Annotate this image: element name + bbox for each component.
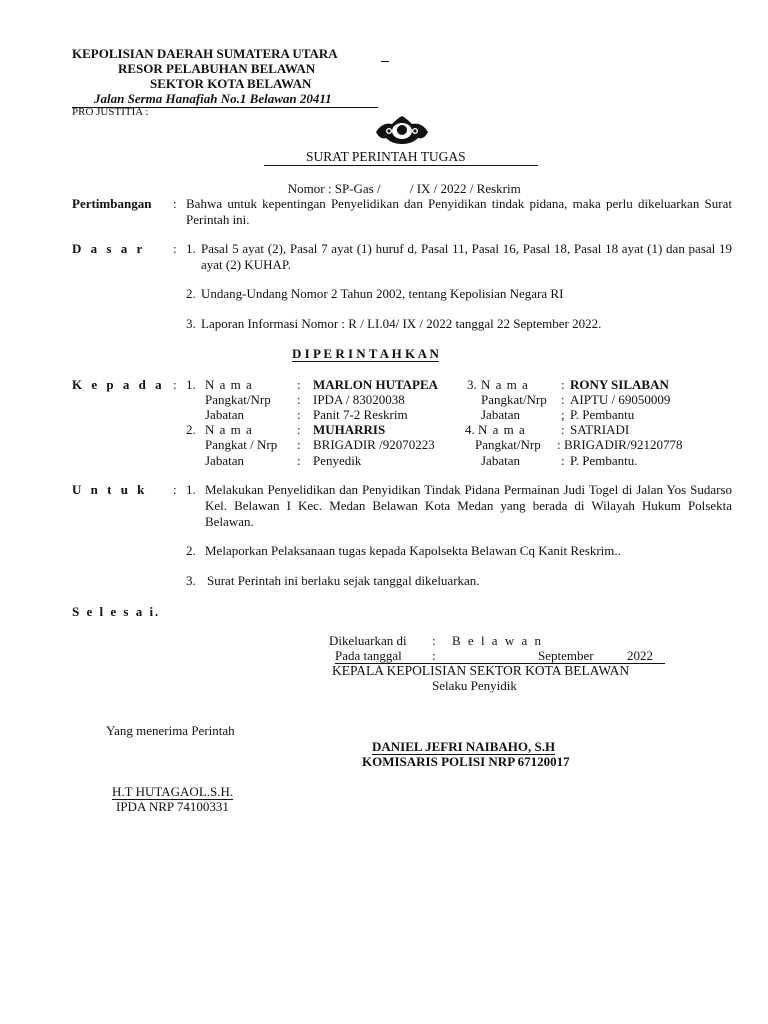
receiver-rank: IPDA NRP 74100331 bbox=[116, 799, 229, 814]
untuk-1-text: Melakukan Penyelidikan dan Penyidikan Tindak Pidana Permainan Judi Togel di Jalan Yos Sudarso Kel. Belawan I Kec. Medan Belawan Kota Medan yang berada di Wilayah Hukum Polsekta Belawan. bbox=[205, 482, 732, 529]
person1-pangkat: IPDA / 83020038 bbox=[313, 392, 405, 407]
person4-nama-colon: : bbox=[561, 422, 565, 437]
person3-nama-label: N a m a bbox=[481, 377, 529, 392]
untuk-3-num: 3. bbox=[186, 573, 196, 588]
signer-rank: KOMISARIS POLISI NRP 67120017 bbox=[362, 754, 570, 769]
issuing-office: KEPALA KEPOLISIAN SEKTOR KOTA BELAWAN bbox=[332, 663, 630, 678]
dasar-2-num: 2. bbox=[186, 286, 196, 301]
person1-jabatan: Panit 7-2 Reskrim bbox=[313, 407, 408, 422]
dasar-colon: : bbox=[173, 241, 177, 256]
person2-num: 2. bbox=[186, 422, 196, 437]
document-number bbox=[264, 165, 538, 197]
person4-nama: SATRIADI bbox=[570, 422, 630, 437]
person1-nama-colon: : bbox=[297, 377, 301, 392]
person4-num: 4. bbox=[465, 422, 475, 437]
header-line3: SEKTOR KOTA BELAWAN bbox=[150, 76, 312, 91]
person1-nama: MARLON HUTAPEA bbox=[313, 377, 439, 392]
person1-jabatan-colon: : bbox=[297, 407, 301, 422]
dasar-1-num: 1. bbox=[186, 241, 196, 256]
pertimbangan-colon: : bbox=[173, 196, 177, 211]
dasar-label: D a s a r bbox=[72, 241, 146, 256]
person4-jabatan-colon: : bbox=[561, 453, 565, 468]
person2-nama: MUHARRIS bbox=[313, 422, 386, 437]
police-emblem-icon bbox=[374, 112, 430, 148]
header-address: Jalan Serma Hanafiah No.1 Belawan 20411 bbox=[94, 91, 332, 106]
person3-jabatan-colon: ; bbox=[561, 407, 565, 422]
untuk-3-text: Surat Perintah ini berlaku sejak tanggal dikeluarkan. bbox=[207, 573, 480, 588]
person2-nama-label: N a m a bbox=[205, 422, 253, 437]
issued-place-value: B e l a w a n bbox=[452, 633, 543, 648]
person2-jabatan-colon: : bbox=[297, 453, 301, 468]
issued-date-year: 2022 bbox=[627, 648, 653, 663]
person1-num: 1. bbox=[186, 377, 196, 392]
issued-place-label: Dikeluarkan di bbox=[329, 633, 407, 648]
header-line2: RESOR PELABUHAN BELAWAN bbox=[118, 61, 316, 76]
pertimbangan-label: Pertimbangan bbox=[72, 196, 152, 211]
person1-pangkat-label: Pangkat/Nrp bbox=[205, 392, 271, 407]
untuk-label: U n t u k bbox=[72, 482, 148, 497]
person2-jabatan: Penyedik bbox=[313, 453, 362, 468]
issued-place-colon: : bbox=[432, 633, 436, 648]
document-number-text: Nomor : SP-Gas / / IX / 2022 / Reskrim bbox=[287, 181, 521, 196]
document-title: SURAT PERINTAH TUGAS bbox=[306, 149, 466, 164]
diperintahkan-heading: D I P E R I N T A H K A N bbox=[292, 346, 439, 361]
person1-pangkat-colon: : bbox=[297, 392, 301, 407]
person2-pangkat-label: Pangkat / Nrp bbox=[205, 437, 278, 452]
issued-date-month: September bbox=[538, 648, 594, 663]
issued-date-colon: : bbox=[432, 648, 436, 663]
person4-nama-label: N a m a bbox=[478, 422, 526, 437]
header-line1: KEPOLISIAN DAERAH SUMATERA UTARA bbox=[72, 46, 338, 61]
person3-jabatan-label: Jabatan bbox=[481, 407, 520, 422]
person3-pangkat-label: Pangkat/Nrp bbox=[481, 392, 547, 407]
person4-pangkat-colon: : bbox=[557, 437, 561, 452]
selesai: S e l e s a i. bbox=[72, 604, 161, 619]
kepada-label: K e p a d a bbox=[72, 377, 165, 392]
person1-nama-label: N a m a bbox=[205, 377, 253, 392]
dasar-3-text: Laporan Informasi Nomor : R / LI.04/ IX / 2022 tanggal 22 September 2022. bbox=[201, 316, 602, 331]
person4-jabatan-label: Jabatan bbox=[481, 453, 520, 468]
person2-jabatan-label: Jabatan bbox=[205, 453, 244, 468]
person3-pangkat-colon: : bbox=[561, 392, 565, 407]
kepada-colon: : bbox=[173, 377, 177, 392]
untuk-2-text: Melaporkan Pelaksanaan tugas kepada Kapolsekta Belawan Cq Kanit Reskrim.. bbox=[205, 543, 621, 558]
signer-name: DANIEL JEFRI NAIBAHO, S.H bbox=[372, 739, 556, 754]
person2-pangkat-colon: : bbox=[297, 437, 301, 452]
person4-jabatan: P. Pembantu. bbox=[570, 453, 638, 468]
untuk-colon: : bbox=[173, 482, 177, 497]
person3-num: 3. bbox=[467, 377, 477, 392]
person3-nama-colon: : bbox=[561, 377, 565, 392]
header-line1-underscore bbox=[381, 61, 389, 62]
pro-justitia: PRO JUSTITIA : bbox=[72, 106, 149, 118]
pertimbangan-text: Bahwa untuk kepentingan Penyelidikan dan Penyidikan tindak pidana, maka perlu dikeluarkan Surat Perintah ini. bbox=[186, 196, 732, 227]
dasar-3-num: 3. bbox=[186, 316, 196, 331]
dasar-2-text: Undang-Undang Nomor 2 Tahun 2002, tentang Kepolisian Negara RI bbox=[201, 286, 564, 301]
receiver-name: H.T HUTAGAOL.S.H. bbox=[112, 784, 234, 799]
person1-jabatan-label: Jabatan bbox=[205, 407, 244, 422]
person2-nama-colon: : bbox=[297, 422, 301, 437]
dasar-1-text: Pasal 5 ayat (2), Pasal 7 ayat (1) huruf d, Pasal 11, Pasal 16, Pasal 18, Pasal 18 ayat (1) dan pasal 19 ayat (2) KUHAP. bbox=[201, 241, 732, 272]
issuing-role: Selaku Penyidik bbox=[432, 678, 517, 693]
person4-pangkat: BRIGADIR/92120778 bbox=[564, 437, 683, 452]
person3-jabatan: P. Pembantu bbox=[570, 407, 635, 422]
person4-pangkat-label: Pangkat/Nrp bbox=[475, 437, 541, 452]
untuk-1-num: 1. bbox=[186, 482, 196, 497]
person3-pangkat: AIPTU / 69050009 bbox=[570, 392, 671, 407]
untuk-2-num: 2. bbox=[186, 543, 196, 558]
person3-nama: RONY SILABAN bbox=[570, 377, 669, 392]
person2-pangkat: BRIGADIR /92070223 bbox=[313, 437, 435, 452]
receiver-label: Yang menerima Perintah bbox=[106, 723, 235, 738]
issued-date-label: Pada tanggal bbox=[335, 648, 402, 663]
